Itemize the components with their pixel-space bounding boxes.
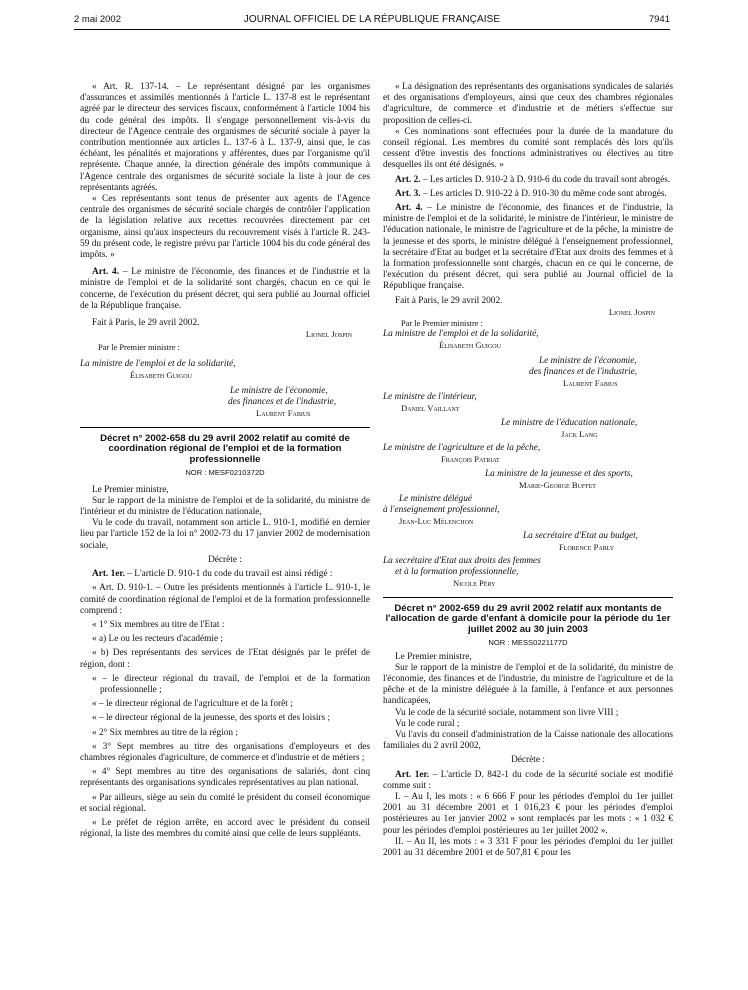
article-1	[80, 569, 370, 580]
rapport: Sur le rapport de la ministre de l'emploi et de la solidarité, du ministre de l'économie, des finances et de l'industrie, du ministre de l'agriculture et de la pêche et de la ministre déléguée à la famille, à l'enfance et aux personnes handicapées,	[383, 662, 673, 707]
fait-a-paris: Fait à Paris, le 29 avril 2002.	[92, 318, 200, 329]
decrete: Décrète :	[208, 554, 242, 565]
paragraph: « La désignation des représentants des organisations syndicales de salariés et des organisations d'employeurs, ainsi que ceux des chambres régionales d'agriculture, de commerce et d'industrie et de métiers s'effectue sur proposition de celles-ci.	[383, 82, 673, 126]
article-text: – Le ministre de l'économie, des finances et de l'industrie, la ministre de l'emploi et de la solidarité, le ministre de l'intérieur, le ministre de l'éducation nationale, le ministre de l'agriculture et de la pêche, la ministre de la jeunesse et des sports, le ministre délégué à l'enseignement professionnel, la secrétaire d'Etat au budget et la secrétaire d'Etat aux droits des femmes et à la formation professionnelle sont chargés, chacun en ce qui le concerne, de l'exécution du présent décret, qui sera publié au Journal officiel de la République française.	[383, 203, 673, 292]
list-item: « a) Le ou les recteurs d'académie ;	[92, 634, 223, 645]
minister-name: Nicole Péry	[453, 578, 496, 589]
article-4	[383, 203, 673, 293]
article-text: – Le ministre de l'économie, des finances et de l'industrie et la ministre de l'emploi et de la solidarité sont chargés, chacun en ce qui le concerne, de l'exécution du présent décret, qui sera publié au Journal officiel de la République française.	[80, 267, 370, 311]
paragraph: « Ces nominations sont effectuées pour la durée de la mandature du conseil régional. Les membres du comité sont remplacés dès lors qu'ils cessent d'être investis des fonctions administratives ou électives au titre desquelles ils ont été désignés. »	[383, 126, 673, 171]
page-number: 7941	[648, 14, 670, 25]
minister-name: François Patriat	[441, 454, 500, 465]
minister-title: des finances et de l'industrie,	[529, 366, 638, 377]
header-rule	[74, 29, 670, 30]
article-d910-1: « Art. D. 910-1. – Outre les présidents mentionnés à l'article L. 910-1, le comité de coordination régional de l'emploi et de la formation professionnelle comprend :	[80, 583, 370, 616]
minister-title: Le ministre délégué	[399, 493, 472, 504]
minister-name: Jean-Luc Mélenchon	[399, 516, 474, 527]
article-text: – Les articles D. 910-2 à D. 910-6 du code du travail sont abrogés.	[420, 174, 671, 185]
article-1	[383, 770, 673, 792]
article-label: Art. 1er.	[395, 769, 430, 780]
paragraph: « Le préfet de région arrête, en accord avec le président du conseil régional, la liste des membres du comité ainsi que celle de leurs suppléants.	[80, 817, 370, 840]
list-item: « – le directeur régional de la jeunesse, des sports et des loisirs ;	[92, 713, 331, 724]
minister-title: Le ministre de l'intérieur,	[383, 392, 477, 403]
list-item: « 4° Sept membres au titre des organisations de salariés, dont cinq représentants des organisations syndicales représentatives au plan national.	[80, 767, 370, 789]
article-text: – L'article D. 910-1 du code du travail est ainsi rédigé :	[124, 569, 333, 580]
visa: Vu l'avis du conseil d'administration de la Caisse nationale des allocations familiales du 2 avril 2002,	[383, 729, 673, 752]
premier-ministre: Le Premier ministre,	[395, 651, 472, 662]
list-item: « b) Des représentants des services de l'Etat désignés par le préfet de région, dont :	[80, 648, 370, 670]
left-column	[80, 82, 370, 840]
minister-title: La ministre de la jeunesse et des sports,	[485, 468, 633, 479]
premier-ministre: Le Premier ministre,	[92, 484, 169, 495]
par-le-premier-ministre: Par le Premier ministre :	[401, 319, 483, 329]
minister-title: La ministre de l'emploi et de la solidarité,	[80, 358, 236, 369]
minister-name: Élisabeth Guigou	[130, 369, 192, 380]
header-date: 2 mai 2002	[74, 14, 122, 25]
paragraph: II. – Au II, les mots : « 3 331 F pour les périodes d'emploi du 1er juillet 2001 au 31 décembre 2001 et de 507,81 € pour les	[383, 836, 673, 858]
signature-premier-ministre: Lionel Jospin	[608, 306, 655, 317]
paragraph: « Par ailleurs, siège au sein du comité le président du conseil économique et social régional.	[80, 792, 370, 814]
article-label: Art. 3.	[395, 188, 421, 199]
list-item: « – le directeur régional de l'agriculture et de la forêt ;	[92, 699, 293, 710]
article-label: Art. 4.	[92, 267, 120, 278]
page-header	[74, 14, 670, 30]
minister-name: Jack Lang	[561, 428, 598, 439]
signature-premier-ministre: Lionel Jospin	[305, 329, 352, 340]
paragraph: I. – Au I, les mots : « 6 666 F pour les périodes d'emploi du 1er juillet 2001 au 31 décembre 2001 et 1 016,23 € pour les périodes d'emploi postérieures au 1er janvier 2002 » sont remplacés par les mots : « 1 032 € pour les périodes d'emploi postérieures au 1er juillet 2002 ».	[383, 791, 673, 836]
section-divider	[80, 427, 370, 428]
rapport: Sur le rapport de la ministre de l'emploi et de la solidarité, du ministre de l'intérieur et du ministre de l'éducation nationale,	[80, 495, 370, 518]
article-3	[383, 189, 673, 200]
minister-name: Marie-George Buffet	[519, 479, 596, 490]
visa: Vu le code de la sécurité sociale, notamment son livre VIII ;	[395, 707, 619, 718]
visa: Vu le code rural ;	[395, 718, 460, 729]
article-label: Art. 1er.	[92, 569, 125, 580]
minister-name: Laurent Fabius	[563, 378, 618, 389]
minister-title: Le ministre de l'agriculture et de la pêche,	[383, 443, 541, 454]
decret-title: Décret n° 2002-658 du 29 avril 2002 relatif au comité de coordination régional de l'emploi et de la formation professionnelle	[100, 432, 350, 465]
list-item: « 1° Six membres au titre de l'Etat :	[92, 619, 225, 630]
fait-a-paris: Fait à Paris, le 29 avril 2002.	[395, 295, 503, 306]
minister-title: La secrétaire d'Etat au budget,	[523, 530, 638, 541]
minister-title: et à la formation professionnelle,	[395, 567, 519, 578]
article-text: – L'article D. 842-1 du code de la sécurité sociale est modifié comme suit :	[383, 769, 673, 791]
article-text: – Les articles D. 910-22 à D. 910-30 du même code sont abrogés.	[420, 188, 667, 199]
minister-name: Élisabeth Guigou	[439, 340, 501, 351]
article-4	[80, 267, 370, 312]
minister-title: La secrétaire d'Etat aux droits des femmes	[383, 555, 541, 566]
decret-title: Décret n° 2002-659 du 29 avril 2002 relatif aux montants de l'allocation de garde d'enfant à domicile pour la période du 1er juillet 2002 au 30 juin 2003	[385, 602, 671, 635]
minister-title: Le ministre de l'économie,	[539, 355, 637, 366]
article-label: Art. 4.	[395, 203, 423, 214]
right-column	[383, 82, 673, 859]
visa: Vu le code du travail, notamment son article L. 910-1, modifié en dernier lieu par l'article 152 de la loi n° 2002-73 du 17 janvier 2002 de modernisation sociale,	[80, 518, 370, 551]
journal-title: JOURNAL OFFICIEL DE LA RÉPUBLIQUE FRANÇAISE	[243, 14, 501, 25]
list-item: « 2° Six membres au titre de la région ;	[92, 727, 238, 738]
minister-name: Laurent Fabius	[256, 408, 311, 419]
nor-reference: NOR : MESS0221177D	[488, 638, 568, 648]
minister-title: à l'enseignement professionnel,	[383, 505, 500, 516]
decrete: Décrète :	[511, 755, 545, 766]
article-2	[383, 175, 673, 186]
minister-name: Daniel Vaillant	[401, 403, 460, 414]
minister-title: Le ministre de l'éducation nationale,	[501, 417, 638, 428]
article-r137-14: « Art. R. 137-14. – Le représentant désigné par les organismes d'assurances et assimilés mentionnés à l'article L. 137-8 est le représentant agréé par le directeur des services fiscaux, conformément à l'article 1004 bis du code général des impôts. Il s'engage personnellement vis-à-vis du directeur de l'Agence centrale des organismes de sécurité sociale à payer la contribution mentionnée aux articles L. 137-6 à L. 137-9, ainsi que, le cas échéant, les pénalités et majorations y afférentes, dues par l'organisme qu'il représente. Chaque année, la direction générale des impôts communique à l'Agence centrale des organismes de sécurité sociale la liste à jour de ces représentants agréés.	[80, 82, 370, 193]
nor-reference: NOR : MESF0210372D	[185, 468, 265, 478]
minister-title: des finances et de l'industrie,	[228, 397, 337, 408]
list-item: « 3° Sept membres au titre des organisations d'employeurs et des chambres régionales d'agriculture, de commerce et d'industrie et de métiers ;	[80, 741, 370, 763]
list-item: « – le directeur régional du travail, de l'emploi et de la formation professionnelle ;	[92, 673, 370, 695]
minister-title: Le ministre de l'économie,	[230, 386, 328, 397]
par-le-premier-ministre: Par le Premier ministre :	[98, 343, 180, 353]
section-divider	[383, 597, 673, 598]
article-label: Art. 2.	[395, 174, 421, 185]
minister-title: La ministre de l'emploi et de la solidarité,	[383, 329, 539, 340]
paragraph: « Ces représentants sont tenus de présenter aux agents de l'Agence centrale des organismes de sécurité sociale chargés de contrôler l'application de la législation relative aux recettes recouvrées directement par cet organisme, ainsi qu'aux inspecteurs du recouvrement visés à l'article R. 243-59 du présent code, le registre prévu par l'article 1004 bis du code général des impôts. »	[80, 194, 370, 261]
minister-name: Florence Parly	[559, 541, 615, 552]
